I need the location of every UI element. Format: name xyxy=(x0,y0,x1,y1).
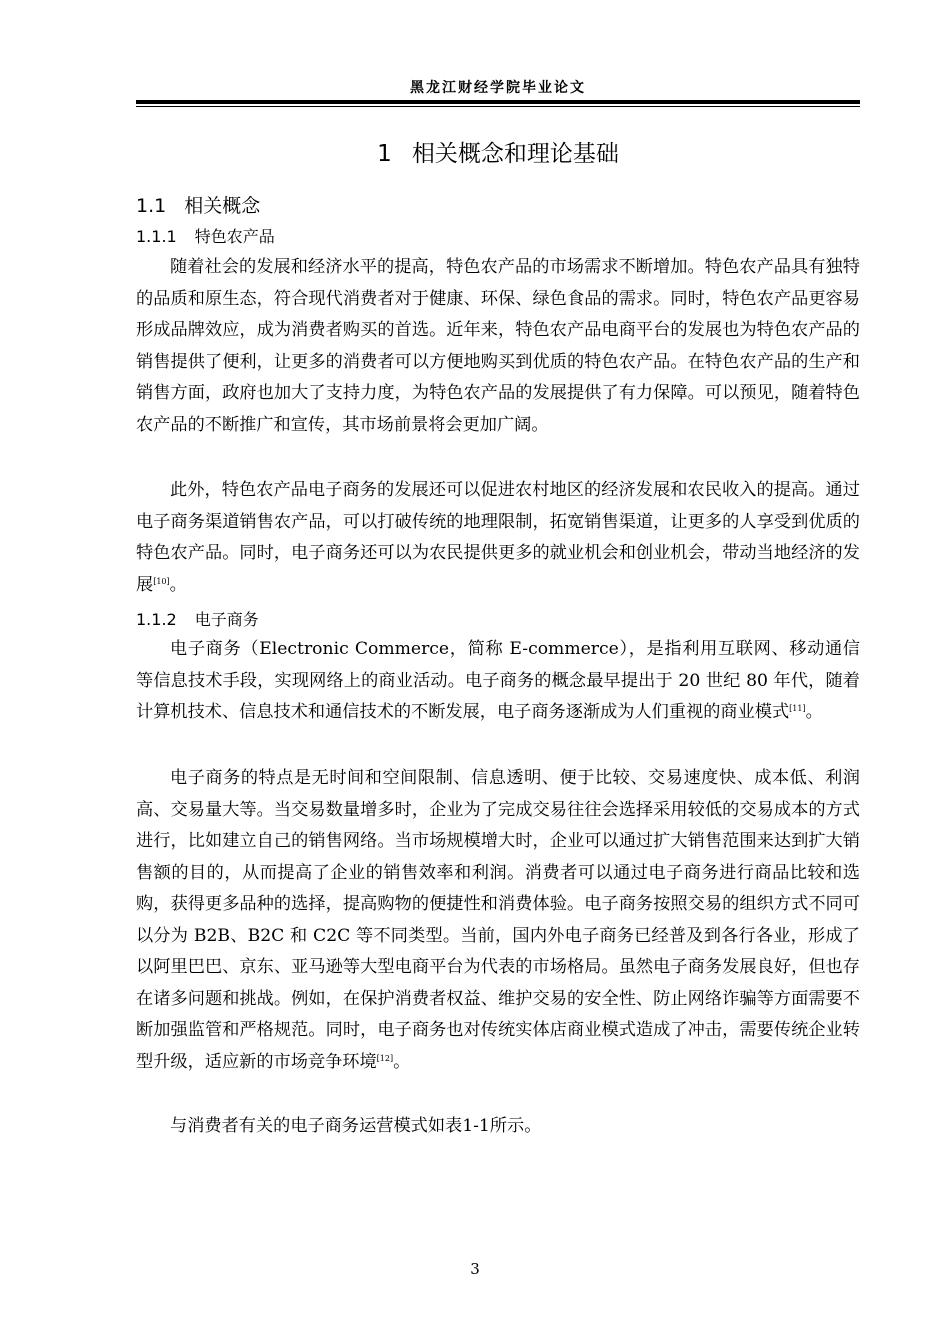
subsection-heading-1 xyxy=(136,224,275,247)
paragraph-tail: 。 xyxy=(393,1051,411,1072)
subsection-heading-2 xyxy=(136,607,259,630)
paragraph-text: 电子商务的特点是无时间和空间限制、信息透明、便于比较、交易速度快、成本低、利润高、交易量大等。当交易数量增多时，企业为了完成交易往往会选择采用较低的交易成本的方式进行，比如建立自己的销售网络。当市场规模增大时，企业可以通过扩大销售范围来达到扩大销售额的目的，从而提高了企业的销售效率和利润。消费者可以通过电子商务进行商品比较和选购，获得更多品种的选择，提高购物的便捷性和消费体验。电子商务按照交易的组织方式不同可以分为 B2B、B2C 和 C2C 等不同类型。当前，国内外电子商务已经普及到各行各业，形成了以阿里巴巴、京东、亚马逊等大型电商平台为代表的市场格局。虽然电子商务发展良好，但也存在诸多问题和挑战。例如，在保护消费者权益、维护交易的安全性、防止网络诈骗等方面需要不断加强监管和严格规范。同时，电子商务也对传统实体店商业模式造成了冲击，需要传统企业转型升级，适应新的市场竞争环境 xyxy=(136,768,860,1072)
chapter-title-text: 相关概念和理论基础 xyxy=(411,141,619,167)
paragraph-text: 随着社会的发展和经济水平的提高，特色农产品的市场需求不断增加。特色农产品具有独特的品质和原生态，符合现代消费者对于健康、环保、绿色食品的需求。同时，特色农产品更容易形成品牌效应，成为消费者购买的首选。近年来，特色农产品电商平台的发展也为特色农产品的销售提供了便利，让更多的消费者可以方便地购买到优质的特色农产品。在特色农产品的生产和销售方面，政府也加大了支持力度，为特色农产品的发展提供了有力保障。可以预见，随着特色农产品的不断推广和宣传，其市场前景将会更加广阔。 xyxy=(136,257,860,435)
paragraph-tail: 。 xyxy=(805,702,823,722)
paragraph-text: 此外，特色农产品电子商务的发展还可以促进农村地区的经济发展和农民收入的提高。通过电子商务渠道销售农产品，可以打破传统的地理限制，拓宽销售渠道，让更多的人享受到优质的特色农产品。同时，电子商务还可以为农民提供更多的就业机会和创业机会，带动当地经济的发展 xyxy=(136,480,860,595)
paragraph-3 xyxy=(136,634,860,729)
subsection-number: 1.1.1 xyxy=(136,227,177,246)
citation-ref: [10] xyxy=(153,576,170,586)
subsection-title: 特色农产品 xyxy=(194,227,275,246)
subsection-number: 1.1.2 xyxy=(136,610,177,629)
chapter-title xyxy=(136,135,860,168)
paragraph-5 xyxy=(136,1111,860,1143)
chapter-number: 1 xyxy=(377,141,392,167)
subsection-title: 电子商务 xyxy=(194,610,259,629)
header-rule-thin xyxy=(136,106,860,107)
citation-ref: [11] xyxy=(789,704,806,713)
section-title: 相关概念 xyxy=(184,195,261,217)
paragraph-2 xyxy=(136,475,860,601)
paragraph-text: 电子商务（Electronic Commerce，简称 E-commerce），是指利用互联网、移动通信等信息技术手段，实现网络上的商业活动。电子商务的概念最早提出于 20 世纪 80 年代，随着计算机技术、信息技术和通信技术的不断发展，电子商务逐渐成为人们重视的商业模式 xyxy=(136,639,860,722)
paragraph-tail: 。 xyxy=(169,574,187,595)
section-number: 1.1 xyxy=(136,195,167,217)
running-header: 黑龙江财经学院毕业论文 xyxy=(410,80,586,96)
section-heading xyxy=(136,191,260,218)
paragraph-1 xyxy=(136,252,860,441)
citation-ref: [12] xyxy=(376,1053,394,1063)
paragraph-4 xyxy=(136,763,860,1078)
page-number: 3 xyxy=(470,1260,480,1278)
paragraph-text: 与消费者有关的电子商务运营模式如表1-1所示。 xyxy=(170,1116,542,1136)
header-rule-thick xyxy=(136,100,860,104)
